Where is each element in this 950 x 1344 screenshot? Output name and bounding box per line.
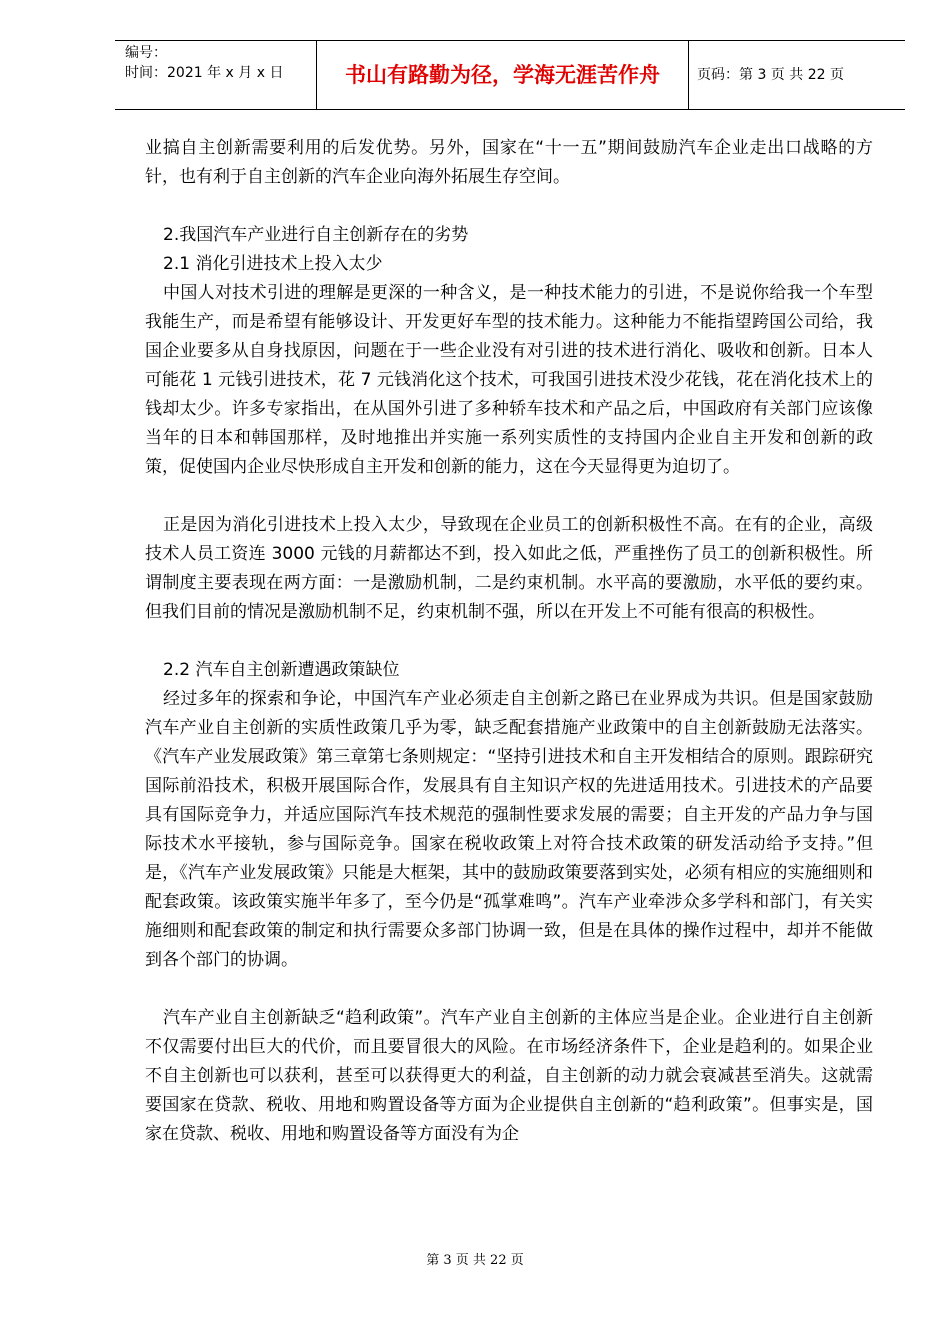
header-page-info: 页码：第 3 页 共 22 页 (697, 67, 844, 83)
section-heading: 2.我国汽车产业进行自主创新存在的劣势 (163, 225, 469, 245)
paragraph: 业搞自主创新需要利用的后发优势。另外，国家在“十一五”期间鼓励汽车企业走出口战略的方针，也有利于自主创新的汽车企业向海外拓展生存空间。 (145, 138, 873, 187)
document-body (145, 134, 873, 1149)
subsection-heading: 2.2 汽车自主创新遭遇政策缺位 (163, 660, 400, 680)
date-label: 时间：2021 年 x 月 x 日 (125, 65, 284, 81)
paragraph: 经过多年的探索和争论，中国汽车产业必须走自主创新之路已在业界成为共识。但是国家鼓励汽车产业自主创新的实质性政策几乎为零，缺乏配套措施产业政策中的自主创新鼓励无法落实。《汽车产业发展政策》第三章第七条则规定：“坚持引进技术和自主开发相结合的原则。跟踪研究国际前沿技术，积极开展国际合作，发展具有自主知识产权的先进适用技术。引进技术的产品要具有国际竞争力，并适应国际汽车技术规范的强制性要求发展的需要；自主开发的产品力争与国际技术水平接轨，参与国际竞争。国家在税收政策上对符合技术政策的研发活动给予支持。”但是，《汽车产业发展政策》只能是大框架，其中的鼓励政策要落到实处，必须有相应的实施细则和配套政策。该政策实施半年多了，至今仍是“孤掌难鸣”。汽车产业牵涉众多学科和部门，有关实施细则和配套政策的制定和执行需要众多部门协调一致，但是在具体的操作过程中，却并不能做到各个部门的协调。 (145, 689, 873, 970)
header-divider (688, 41, 689, 109)
page-header (115, 40, 905, 110)
page-footer: 第 3 页 共 22 页 (426, 1253, 524, 1268)
header-meta (125, 43, 315, 83)
paragraph: 中国人对技术引进的理解是更深的一种含义，是一种技术能力的引进，不是说你给我一个车型我能生产，而是希望有能够设计、开发更好车型的技术能力。这种能力不能指望跨国公司给，我国企业要多从自身找原因，问题在于一些企业没有对引进的技术进行消化、吸收和创新。日本人可能花 1 元钱引进技术，花 7 元钱消化这个技术，可我国引进技术没少花钱，花在消化技术上的钱却太少。许多专家指出，在从国外引进了多种轿车技术和产品之后，中国政府有关部门应该像当年的日本和韩国那样，及时地推出并实施一系列实质性的支持国内企业自主开发和创新的政策，促使国内企业尽快形成自主开发和创新的能力，这在今天显得更为迫切了。 (145, 283, 873, 477)
paragraph: 汽车产业自主创新缺乏“趋利政策”。汽车产业自主创新的主体应当是企业。企业进行自主创新不仅需要付出巨大的代价，而且要冒很大的风险。在市场经济条件下，企业是趋利的。如果企业不自主创新也可以获利，甚至可以获得更大的利益，自主创新的动力就会衰减甚至消失。这就需要国家在贷款、税收、用地和购置设备等方面为企业提供自主创新的“趋利政策”。但事实是，国家在贷款、税收、用地和购置设备等方面没有为企 (145, 1008, 873, 1144)
header-motto: 书山有路勤为径，学海无涯苦作舟 (345, 62, 660, 87)
paragraph: 正是因为消化引进技术上投入太少，导致现在企业员工的创新积极性不高。在有的企业，高级技术人员工资连 3000 元钱的月薪都达不到，投入如此之低，严重挫伤了员工的创新积极性。所谓制度主要表现在两方面：一是激励机制，二是约束机制。水平高的要激励，水平低的要约束。但我们目前的情况是激励机制不足，约束机制不强，所以在开发上不可能有很高的积极性。 (145, 515, 873, 622)
subsection-heading: 2.1 消化引进技术上投入太少 (163, 254, 383, 274)
serial-number-label: 编号： (125, 45, 167, 61)
